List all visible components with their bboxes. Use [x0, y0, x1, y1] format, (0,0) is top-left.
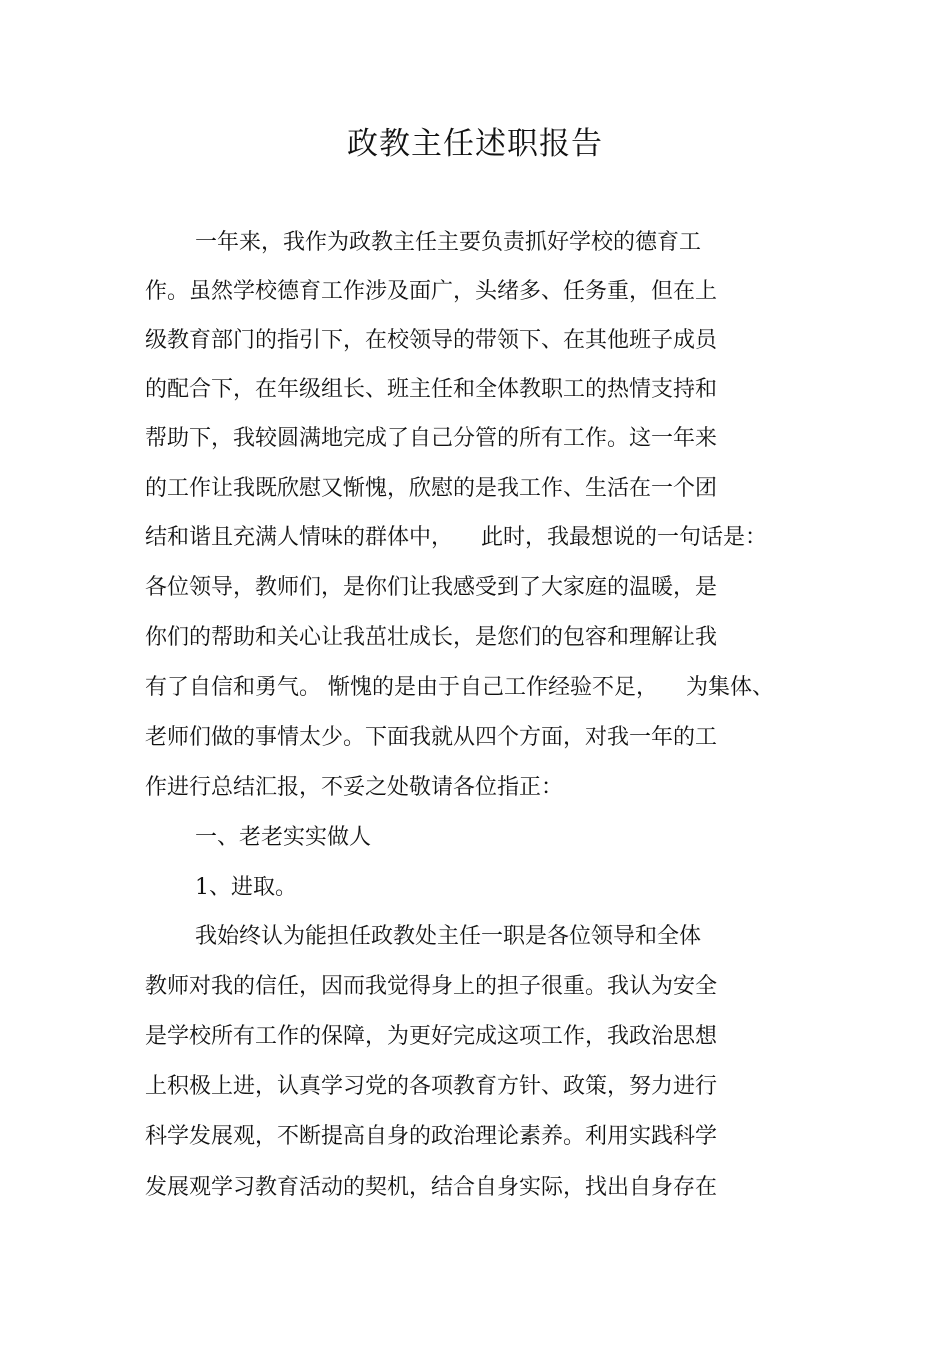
- section-heading: 一、老老实实做人: [195, 825, 372, 850]
- paragraph-line: 的配合下，在年级组长、班主任和全体教职工的热情支持和: [145, 377, 718, 402]
- subsection-heading: 1、进取。: [195, 875, 297, 900]
- paragraph-line: 作。虽然学校德育工作涉及面广，头绪多、任务重，但在上: [145, 279, 718, 304]
- paragraph-line: 级教育部门的指引下，在校领导的带领下、在其他班子成员: [145, 328, 718, 353]
- paragraph-line: 上积极上进，认真学习党的各项教育方针、政策，努力进行: [145, 1074, 718, 1099]
- paragraph-line: 科学发展观，不断提高自身的政治理论素养。利用实践科学: [145, 1124, 718, 1149]
- paragraph-line: 一年来，我作为政教主任主要负责抓好学校的德育工: [195, 230, 702, 255]
- paragraph-line: 是学校所有工作的保障，为更好完成这项工作，我政治思想: [145, 1024, 718, 1049]
- paragraph-line: 各位领导，教师们，是你们让我感受到了大家庭的温暖，是: [145, 575, 718, 600]
- document-title: 政教主任述职报告: [347, 126, 603, 162]
- paragraph-line: 有了自信和勇气。 惭愧的是由于自己工作经验不足， 为集体、: [145, 675, 774, 700]
- paragraph-line: 发展观学习教育活动的契机，结合自身实际，找出自身存在: [145, 1175, 718, 1200]
- paragraph-line: 帮助下，我较圆满地完成了自己分管的所有工作。这一年来: [145, 426, 718, 451]
- paragraph-line: 作进行总结汇报，不妥之处敬请各位指正：: [145, 775, 564, 800]
- paragraph-line: 我始终认为能担任政教处主任一职是各位领导和全体: [195, 924, 702, 949]
- paragraph-line: 结和谐且充满人情味的群体中， 此时，我最想说的一句话是：: [145, 525, 767, 550]
- paragraph-line: 的工作让我既欣慰又惭愧，欣慰的是我工作、生活在一个团: [145, 476, 718, 501]
- paragraph-line: 你们的帮助和关心让我茁壮成长，是您们的包容和理解让我: [145, 625, 718, 650]
- paragraph-line: 教师对我的信任，因而我觉得身上的担子很重。我认为安全: [145, 974, 718, 999]
- paragraph-line: 老师们做的事情太少。下面我就从四个方面，对我一年的工: [145, 725, 718, 750]
